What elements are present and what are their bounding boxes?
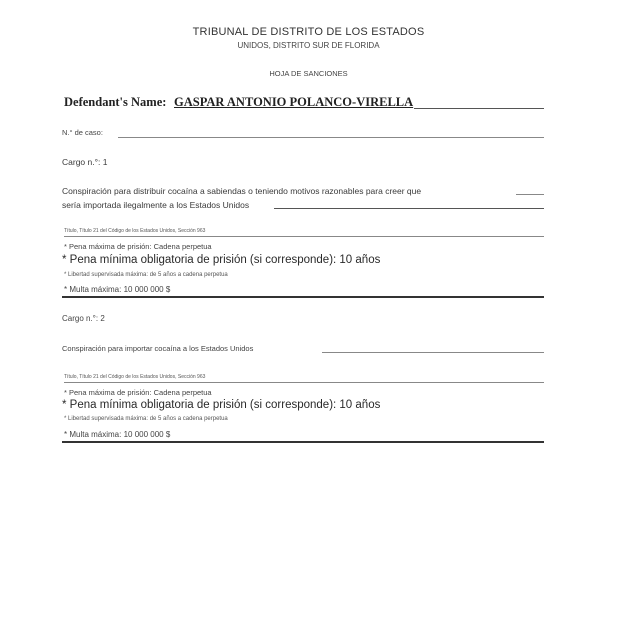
count-2-supervised-release: * Libertad supervisada máxima: de 5 años a cadena perpetua — [64, 416, 228, 422]
count-1-statute-underline — [64, 236, 544, 237]
court-name-line1: TRIBUNAL DE DISTRITO DE LOS ESTADOS — [192, 26, 425, 38]
count-1-fine-underline — [62, 296, 544, 298]
sheet-title: HOJA DE SANCIONES — [269, 69, 348, 78]
count-1-min-prison: * Pena mínima obligatoria de prisión (si corresponde): 10 años — [62, 254, 381, 266]
count-1-description-line1: Conspiración para distribuir cocaína a sabiendas o teniendo motivos razonables para creer que — [62, 186, 422, 196]
count-2-statute: Título, Título 21 del Código de los Estados Unidos, Sección 963 — [64, 374, 206, 380]
count-1-statute: Título, Título 21 del Código de los Estados Unidos, Sección 963 — [64, 228, 206, 234]
count-2-fine-underline — [62, 441, 544, 443]
court-name-line2: UNIDOS, DISTRITO SUR DE FLORIDA — [237, 41, 380, 50]
case-number-field-line — [118, 137, 544, 138]
count-1-description-underline-1 — [516, 194, 544, 195]
defendant-name-value: GASPAR ANTONIO POLANCO-VIRELLA — [174, 95, 414, 109]
defendant-name-label: Defendant's Name: — [64, 95, 167, 109]
defendant-name-underline — [414, 108, 544, 109]
count-1-description-line2: sería importada ilegalmente a los Estados Unidos — [62, 200, 250, 210]
count-2-label: Cargo n.°: 2 — [62, 314, 105, 323]
count-1-max-fine: * Multa máxima: 10 000 000 $ — [64, 285, 171, 294]
count-2-description-line1: Conspiración para importar cocaína a los Estados Unidos — [62, 344, 254, 353]
count-1-max-prison: * Pena máxima de prisión: Cadena perpetua — [64, 242, 212, 251]
count-1-label: Cargo n.°: 1 — [62, 157, 108, 167]
count-2-min-prison: * Pena mínima obligatoria de prisión (si corresponde): 10 años — [62, 399, 381, 411]
count-1-description-underline-2 — [274, 208, 544, 209]
count-2-statute-underline — [64, 382, 544, 383]
count-2-description-underline — [322, 352, 544, 353]
count-2-max-fine: * Multa máxima: 10 000 000 $ — [64, 430, 171, 439]
count-1-supervised-release: * Libertad supervisada máxima: de 5 años a cadena perpetua — [64, 272, 228, 278]
count-2-max-prison: * Pena máxima de prisión: Cadena perpetua — [64, 388, 212, 397]
case-number-label: N.° de caso: — [62, 128, 103, 137]
